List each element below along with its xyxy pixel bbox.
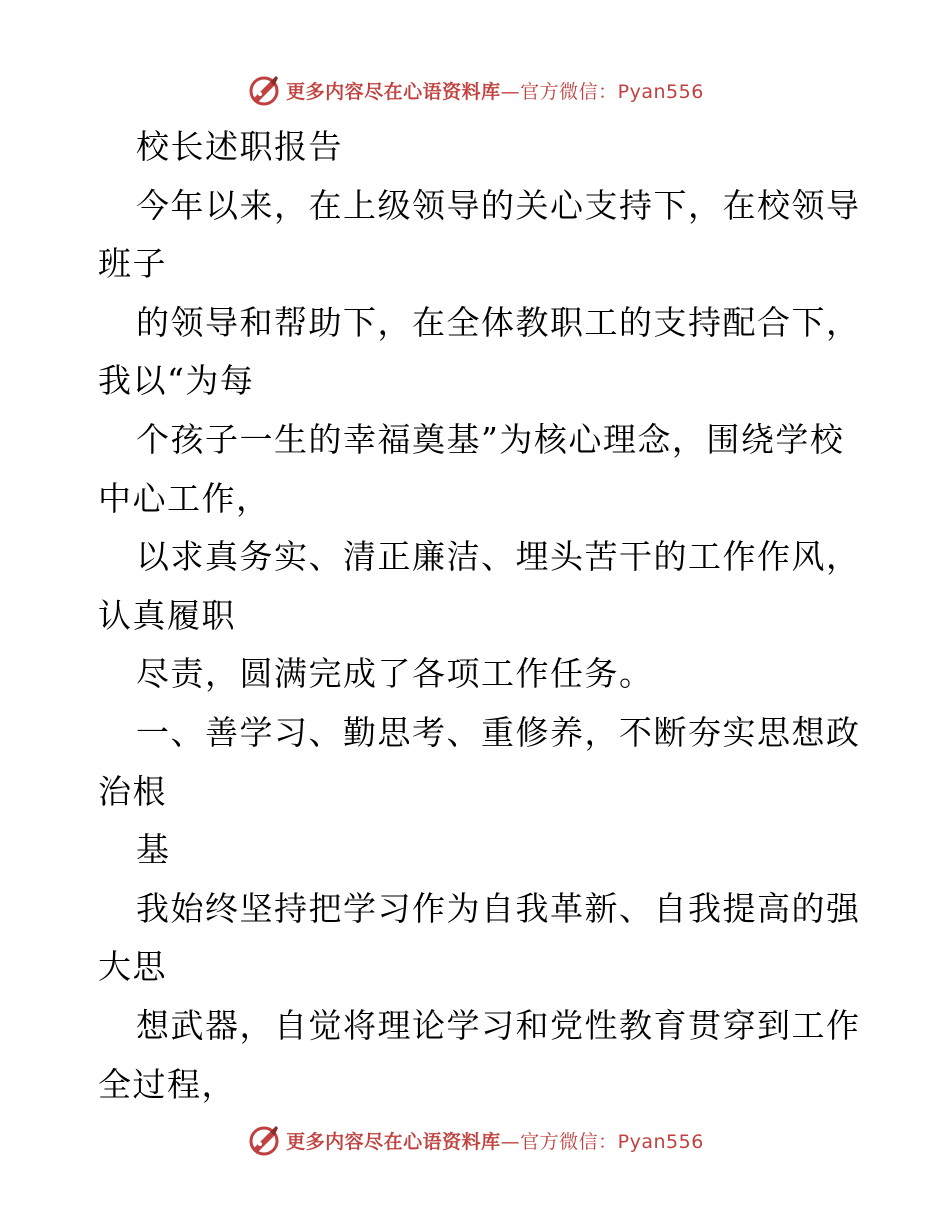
text-line: 想武器，自觉将理论学习和党性教育贯穿到工作 — [136, 1005, 861, 1045]
text-line: 治根 — [98, 771, 167, 811]
header-banner — [0, 70, 950, 110]
text-line: 个孩子一生的幸福奠基”为核心理念，围绕学校 — [136, 419, 845, 459]
text-line: 尽责，圆满完成了各项工作任务。 — [136, 654, 654, 694]
text-line: 认真履职 — [98, 595, 236, 635]
banner-separator: — — [500, 80, 521, 103]
footer-banner — [0, 1120, 950, 1160]
banner-title: 更多内容尽在心语资料库 — [286, 80, 501, 103]
text-line: 我以“为每 — [98, 361, 255, 401]
document-body — [98, 118, 861, 1114]
text-line: 的领导和帮助下，在全体教职工的支持配合下， — [136, 302, 861, 342]
text-line: 以求真务实、清正廉洁、埋头苦干的工作作风， — [136, 537, 861, 577]
text-line: 今年以来，在上级领导的关心支持下，在校领导 — [136, 185, 861, 225]
text-line: 基 — [136, 830, 171, 870]
text-line: 全过程， — [98, 1064, 236, 1104]
pen-logo-icon — [246, 72, 282, 108]
banner-text — [286, 77, 704, 104]
text-line: 班子 — [98, 244, 167, 284]
banner-separator: — — [500, 1130, 521, 1153]
text-line: 大思 — [98, 947, 167, 987]
banner-contact: 官方微信：Pyan556 — [520, 80, 704, 103]
text-line: 中心工作， — [98, 478, 271, 518]
banner-text — [286, 1127, 704, 1154]
pen-logo-icon — [246, 1122, 282, 1158]
banner-contact: 官方微信：Pyan556 — [520, 1130, 704, 1153]
text-line: 我始终坚持把学习作为自我革新、自我提高的强 — [136, 888, 861, 928]
text-line: 一、善学习、勤思考、重修养，不断夯实思想政 — [136, 712, 861, 752]
banner-title: 更多内容尽在心语资料库 — [286, 1130, 501, 1153]
text-line: 校长述职报告 — [136, 127, 343, 166]
